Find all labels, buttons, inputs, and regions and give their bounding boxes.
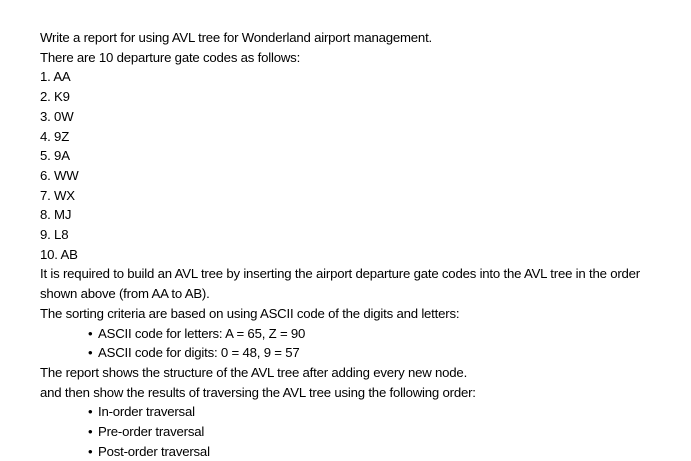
traversal-bullet: • Post-order traversal xyxy=(40,442,660,461)
gate-code-item: 9. L8 xyxy=(40,227,69,243)
gate-code-item: 10. AB xyxy=(40,246,78,262)
gate-code-item: 7. WX xyxy=(40,187,75,203)
document-body xyxy=(40,28,660,461)
gate-code-item: 2. K9 xyxy=(40,89,70,105)
bullet-icon: • xyxy=(88,325,93,341)
gate-code-item: 5. 9A xyxy=(40,148,70,164)
bullet-icon: • xyxy=(88,345,93,361)
bullet-icon: • xyxy=(88,424,93,440)
gate-code-item: 6. WW xyxy=(40,167,79,183)
bullet-icon: • xyxy=(88,404,93,420)
sorting-bullet: • ASCII code for letters: A = 65, Z = 90 xyxy=(40,324,660,344)
traversal-bullet: • Pre-order traversal xyxy=(40,422,660,442)
report-line: The report shows the structure of the AVL tree after adding every new node. xyxy=(40,364,468,380)
traversal-bullet: • In-order traversal xyxy=(40,402,660,422)
codes-intro: There are 10 departure gate codes as follows: xyxy=(40,49,301,65)
sorting-intro: The sorting criteria are based on using ASCII code of the digits and letters: xyxy=(40,305,460,321)
bullet-icon: • xyxy=(88,443,93,459)
gate-code-item: 8. MJ xyxy=(40,207,72,223)
sorting-bullet: • ASCII code for digits: 0 = 48, 9 = 57 xyxy=(40,343,660,363)
requirement-paragraph: It is required to build an AVL tree by inserting the airport departure gate codes into the AVL tree in the order shown above (from AA to AB). xyxy=(40,266,640,302)
gate-code-item: 1. AA xyxy=(40,69,71,85)
gate-code-list xyxy=(40,67,660,264)
traversal-intro: and then show the results of traversing the AVL tree using the following order: xyxy=(40,384,476,400)
gate-code-item: 3. 0W xyxy=(40,108,74,124)
gate-code-item: 4. 9Z xyxy=(40,128,70,144)
intro-paragraph: Write a report for using AVL tree for Wonderland airport management. xyxy=(40,30,432,45)
